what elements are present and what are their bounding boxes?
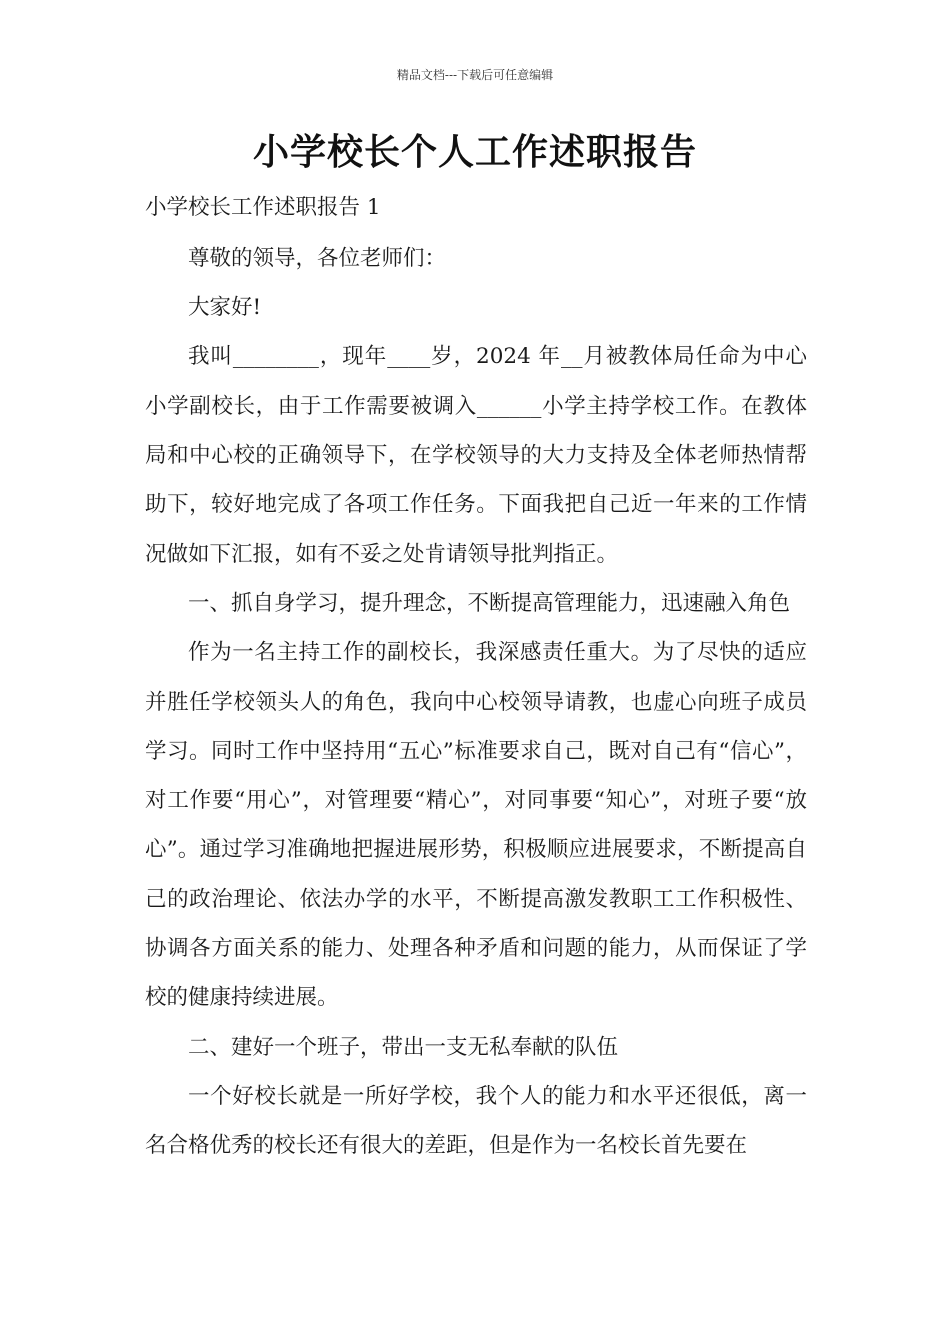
document-body — [145, 183, 807, 1171]
section-heading-1: 一、抓自身学习，提升理念，不断提高管理能力，迅速融入角色 — [188, 590, 791, 616]
section-heading-2: 二、建好一个班子，带出一支无私奉献的队伍 — [188, 1034, 619, 1060]
paragraph-section-1: 作为一名主持工作的副校长，我深感责任重大。为了尽快的适应并胜任学校领头人的角色，我向中心校领导请教，也虚心向班子成员学习。同时工作中坚持用“五心”标准要求自己，既对自己有“信心”，对工作要“用心”，对管理要“精心”，对同事要“知心”，对班子要“放心”。通过学习准确地把握进展形势，积极顺应进展要求，不断提高自己的政治理论、依法办学的水平，不断提高激发教职工工作积极性、协调各方面关系的能力、处理各种矛盾和问题的能力，从而保证了学校的健康持续进展。 — [145, 640, 807, 1011]
document-subtitle: 小学校长工作述职报告 1 — [145, 195, 381, 220]
paragraph-introduction: 我叫________，现年____岁，2024 年__月被教体局任命为中心小学副校长，由于工作需要被调入______小学主持学校工作。在教体局和中心校的正确领导下，在学校领导的大力支持及全体老师热情帮助下，较好地完成了各项工作任务。下面我把自己近一年来的工作情况做如下汇报，如有不妥之处肯请领导批判指正。 — [145, 344, 807, 567]
page-header: 精品文档---下载后可任意编辑 — [396, 68, 554, 82]
paragraph-section-2: 一个好校长就是一所好学校，我个人的能力和水平还很低，离一名合格优秀的校长还有很大的差距，但是作为一名校长首先要在 — [145, 1083, 807, 1159]
paragraph-salutation: 尊敬的领导，各位老师们： — [188, 245, 447, 271]
paragraph-greeting: 大家好! — [188, 295, 262, 321]
document-title: 小学校长个人工作述职报告 — [252, 131, 697, 173]
